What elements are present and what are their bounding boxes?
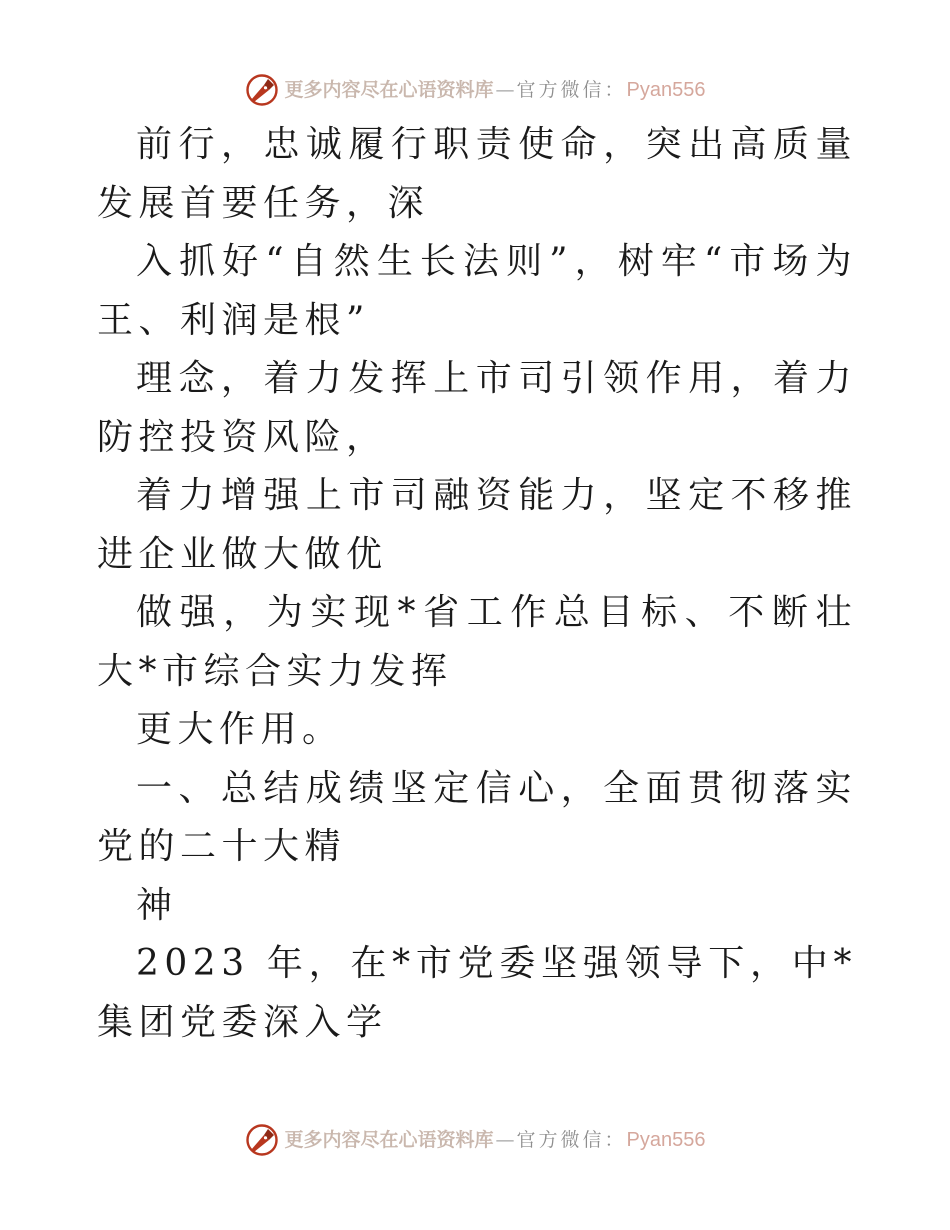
- watermark-text: [285, 1130, 706, 1150]
- section-heading-continuation: 神: [136, 884, 178, 926]
- watermark-official-label: 官方微信：: [516, 78, 627, 101]
- pen-nib-logo-icon: [245, 73, 279, 107]
- watermark-header: [0, 70, 950, 110]
- paragraph: 更大作用。: [136, 709, 344, 750]
- section-heading: 一、总结成绩坚定信心，全面贯彻落实党的二十大精: [97, 767, 857, 867]
- watermark-text: [285, 80, 706, 100]
- paragraph: 着力增强上市司融资能力，坚定不移推进企业做大做优: [97, 475, 857, 575]
- watermark-footer: [0, 1120, 950, 1160]
- paragraph: 2023 年，在*市党委坚强领导下，中*集团党委深入学: [97, 943, 857, 1043]
- document-body: [97, 116, 857, 1052]
- watermark-wechat-id: Pyan556: [626, 1129, 706, 1151]
- watermark-dash: —: [495, 1128, 515, 1151]
- paragraph: 理念，着力发挥上市司引领作用，着力防控投资风险，: [97, 358, 857, 458]
- paragraph: 做强，为实现*省工作总目标、不断壮大*市综合实力发挥: [97, 592, 857, 692]
- watermark-brand: 更多内容尽在心语资料库: [284, 1128, 494, 1151]
- paragraph: 前行，忠诚履行职责使命，突出高质量发展首要任务，深: [97, 124, 857, 224]
- watermark-official-label: 官方微信：: [516, 1128, 627, 1151]
- watermark-dash: —: [495, 78, 515, 101]
- pen-nib-logo-icon: [245, 1123, 279, 1157]
- watermark-wechat-id: Pyan556: [626, 79, 706, 101]
- watermark-brand: 更多内容尽在心语资料库: [284, 78, 494, 101]
- paragraph: 入抓好“自然生长法则”，树牢“市场为王、利润是根”: [97, 241, 857, 341]
